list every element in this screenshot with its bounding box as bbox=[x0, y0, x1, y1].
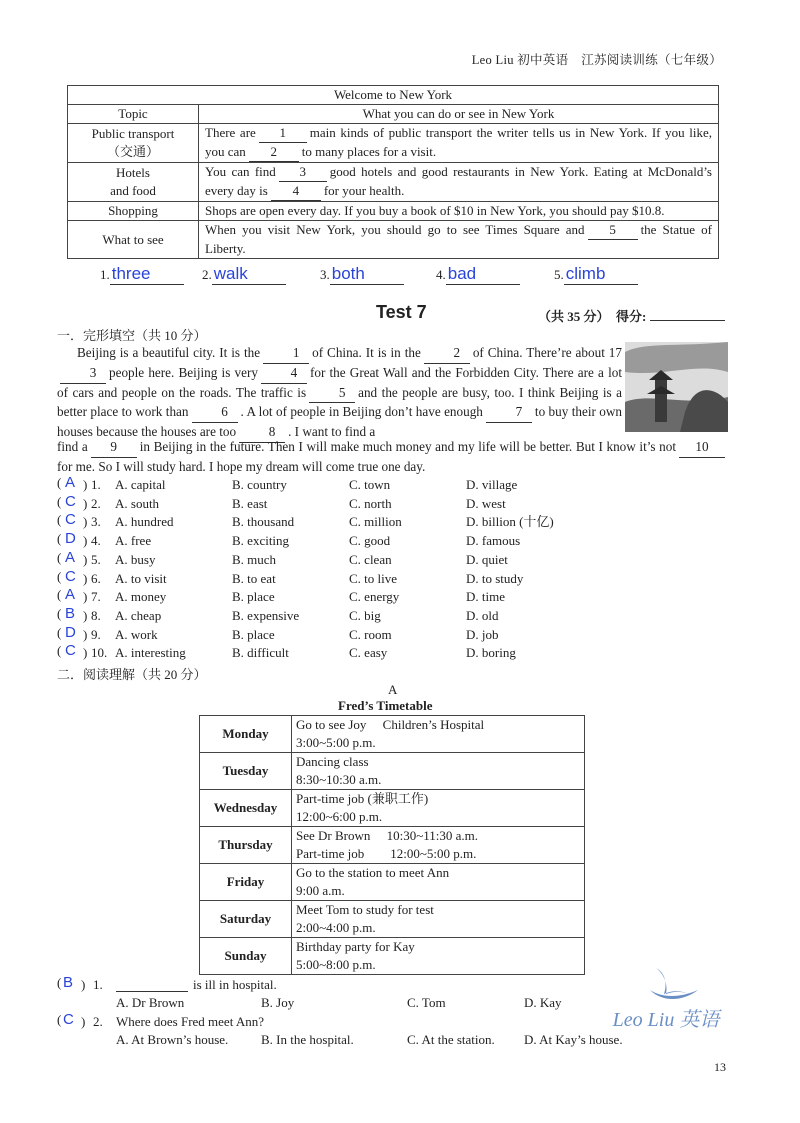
blank: 4 bbox=[261, 364, 307, 384]
option-c[interactable]: C. million bbox=[349, 514, 402, 530]
blank: 7 bbox=[486, 403, 532, 423]
page-header: Leo Liu 初中英语 江苏阅读训练（七年级） bbox=[471, 53, 722, 67]
blank: 8 bbox=[239, 423, 285, 443]
table-row bbox=[68, 163, 719, 202]
answer-mark[interactable]: C bbox=[65, 511, 76, 529]
cloze-passage: Beijing is a beautiful city. It is the 1 of China. It is in the 2 of China. There’re about 173 people here. Beijing is very 4 for the Great Wall and the Forbidden City. There are a lot of cars and people on the roads. The traffic is 5 and the people are busy, too. I think Beijing is a better place to work than 6 . A lot of people in Beijing don’t have enough 7 to buy their own houses because the houses are too 8 . I want to find a bbox=[57, 344, 728, 443]
timetable-row bbox=[200, 716, 585, 753]
option-c[interactable]: C. room bbox=[349, 626, 392, 642]
timetable-row bbox=[200, 827, 585, 864]
cloze-passage-end: find a 9 in Beijing in the future. Then I will make much money and my life will be better. But I know it’s not 10for me. So I will study hard. I hope my dream will come true one day. bbox=[57, 438, 728, 477]
page-number: 13 bbox=[714, 1060, 726, 1074]
topic-cell: Public transport （交通） bbox=[68, 124, 199, 163]
blank: 6 bbox=[192, 403, 238, 423]
answer-mark[interactable]: A bbox=[65, 586, 76, 604]
timetable-row bbox=[200, 938, 585, 975]
test-title: Test 7 bbox=[376, 302, 427, 322]
table-title: Welcome to New York bbox=[68, 86, 719, 105]
option-b[interactable]: B. exciting bbox=[232, 533, 290, 549]
table-row bbox=[68, 221, 719, 259]
day-cell: Tuesday bbox=[200, 753, 292, 790]
new-york-table bbox=[67, 85, 719, 259]
option-a[interactable]: A. capital bbox=[115, 477, 166, 492]
option-a[interactable]: A. Dr Brown bbox=[116, 995, 185, 1010]
blank: 5 bbox=[588, 221, 638, 240]
option-b[interactable]: B. In the hospital. bbox=[261, 1032, 354, 1047]
answer-mark[interactable]: C bbox=[65, 567, 76, 585]
option-a[interactable]: A. south bbox=[115, 495, 160, 511]
option-d[interactable]: D. village bbox=[466, 477, 518, 492]
topic-cell: Shopping bbox=[68, 202, 199, 221]
content-cell: There are 1 main kinds of public transport the writer tells us in New York. If you like, you can 2 to many places for a visit. bbox=[199, 124, 719, 163]
blank: 3 bbox=[60, 364, 106, 384]
activity-cell: Birthday party for Kay 5:00~8:00 p.m. bbox=[292, 938, 585, 975]
option-d[interactable]: D. time bbox=[466, 589, 505, 605]
option-c[interactable]: C. energy bbox=[349, 589, 400, 605]
activity-cell: Go to see Joy Children’s Hospital 3:00~5:00 p.m. bbox=[292, 716, 585, 753]
option-b[interactable]: B. expensive bbox=[232, 607, 300, 623]
day-cell: Monday bbox=[200, 716, 292, 753]
answer-mark[interactable]: C bbox=[65, 642, 76, 660]
day-cell: Friday bbox=[200, 864, 292, 901]
option-d[interactable]: D. boring bbox=[466, 645, 516, 661]
answer-mark[interactable]: C bbox=[65, 492, 76, 510]
section-1-heading: 一．完形填空（共 10 分） bbox=[57, 328, 207, 343]
option-a[interactable]: A. interesting bbox=[115, 645, 186, 661]
option-d[interactable]: D. job bbox=[466, 626, 499, 642]
option-b[interactable]: B. thousand bbox=[232, 514, 295, 530]
table-row bbox=[68, 202, 719, 221]
activity-cell: See Dr Brown 10:30~11:30 a.m. Part-time job 12:00~5:00 p.m. bbox=[292, 827, 585, 864]
col-header-what: What you can do or see in New York bbox=[199, 105, 719, 124]
answer-mark[interactable]: D bbox=[65, 623, 76, 641]
option-c[interactable]: C. clean bbox=[349, 551, 392, 567]
blank: 1 bbox=[263, 344, 309, 364]
option-c[interactable]: C. to live bbox=[349, 570, 398, 586]
option-b[interactable]: B. Joy bbox=[261, 995, 295, 1010]
blank: 10 bbox=[679, 438, 725, 458]
timetable bbox=[199, 715, 585, 975]
option-c[interactable]: C. At the station. bbox=[407, 1032, 495, 1047]
content-cell: You can find 3 good hotels and good restaurants in New York. Eating at McDonald’s every day is 4 for your health. bbox=[199, 163, 719, 202]
option-d[interactable]: D. Kay bbox=[524, 995, 562, 1010]
answer-mark[interactable]: C bbox=[63, 1011, 74, 1028]
option-a[interactable]: A. free bbox=[115, 533, 152, 549]
blank: 4 bbox=[271, 182, 321, 201]
score-label: （共 35 分） 得分: bbox=[538, 306, 725, 325]
option-c[interactable]: C. easy bbox=[349, 645, 388, 661]
answer-5: 5. climb bbox=[554, 264, 638, 285]
blank: 5 bbox=[309, 384, 355, 404]
score-blank[interactable] bbox=[650, 320, 725, 321]
day-cell: Thursday bbox=[200, 827, 292, 864]
answer-mark[interactable]: A bbox=[65, 474, 76, 491]
answer-2: 2. walk bbox=[202, 264, 286, 285]
option-a[interactable]: A. busy bbox=[115, 551, 156, 567]
topic-cell: What to see bbox=[68, 221, 199, 259]
answer-4: 4. bad bbox=[436, 264, 520, 285]
blank: 3 bbox=[279, 163, 327, 182]
option-b[interactable]: B. place bbox=[232, 626, 275, 642]
blank: 2 bbox=[249, 143, 299, 162]
option-a[interactable]: A. work bbox=[115, 626, 158, 642]
blank: 9 bbox=[91, 438, 137, 458]
day-cell: Wednesday bbox=[200, 790, 292, 827]
timetable-row bbox=[200, 790, 585, 827]
answer-mark[interactable]: B bbox=[63, 974, 74, 991]
answer-mark[interactable]: B bbox=[65, 604, 76, 622]
table-row bbox=[68, 124, 719, 163]
option-c[interactable]: C. town bbox=[349, 477, 391, 492]
day-cell: Saturday bbox=[200, 901, 292, 938]
answer-mark[interactable]: D bbox=[65, 530, 76, 548]
blank bbox=[116, 976, 188, 992]
option-b[interactable]: B. east bbox=[232, 495, 268, 511]
option-b[interactable]: B. to eat bbox=[232, 570, 276, 586]
passage-label: A bbox=[388, 682, 398, 697]
option-b[interactable]: B. much bbox=[232, 551, 277, 567]
day-cell: Sunday bbox=[200, 938, 292, 975]
option-b[interactable]: B. place bbox=[232, 589, 275, 605]
section-2-heading: 二．阅读理解（共 20 分） bbox=[57, 667, 207, 682]
answer-1: 1. three bbox=[100, 264, 184, 285]
option-c[interactable]: C. north bbox=[349, 495, 392, 511]
option-c[interactable]: C. big bbox=[349, 607, 381, 623]
option-a[interactable]: A. hundred bbox=[115, 514, 174, 530]
answer-mark[interactable]: A bbox=[65, 548, 76, 566]
option-a[interactable]: A. to visit bbox=[115, 570, 167, 586]
option-d[interactable]: D. billion (十亿) bbox=[466, 514, 554, 530]
option-a[interactable]: A. money bbox=[115, 589, 167, 605]
option-b[interactable]: B. difficult bbox=[232, 645, 289, 661]
activity-cell: Part-time job (兼职工作) 12:00~6:00 p.m. bbox=[292, 790, 585, 827]
option-d[interactable]: D. famous bbox=[466, 533, 521, 549]
topic-cell: Hotels and food bbox=[68, 163, 199, 202]
content-cell: Shops are open every day. If you buy a book of $10 in New York, you should pay $10.8. bbox=[199, 202, 719, 221]
blank: 1 bbox=[259, 124, 307, 143]
answer-3: 3. both bbox=[320, 264, 404, 285]
option-c[interactable]: C. Tom bbox=[407, 995, 446, 1010]
leo-liu-logo bbox=[606, 960, 726, 1035]
option-c[interactable]: C. good bbox=[349, 533, 391, 549]
option-d[interactable]: D. to study bbox=[466, 570, 524, 586]
timetable-title: Fred’s Timetable bbox=[338, 698, 433, 713]
option-d[interactable]: D. west bbox=[466, 495, 506, 511]
activity-cell: Meet Tom to study for test 2:00~4:00 p.m. bbox=[292, 901, 585, 938]
option-b[interactable]: B. country bbox=[232, 477, 287, 492]
content-cell: When you visit New York, you should go to see Times Square and 5 the Statue of Liberty. bbox=[199, 221, 719, 259]
option-a[interactable]: A. cheap bbox=[115, 607, 162, 623]
col-header-topic: Topic bbox=[68, 105, 199, 124]
option-a[interactable]: A. At Brown’s house. bbox=[116, 1032, 229, 1047]
timetable-row bbox=[200, 864, 585, 901]
blank: 2 bbox=[424, 344, 470, 364]
activity-cell: Go to the station to meet Ann 9:00 a.m. bbox=[292, 864, 585, 901]
timetable-row bbox=[200, 753, 585, 790]
activity-cell: Dancing class 8:30~10:30 a.m. bbox=[292, 753, 585, 790]
logo-text: Leo Liu 英语 bbox=[612, 1009, 720, 1031]
option-d[interactable]: D. quiet bbox=[466, 551, 508, 567]
option-d[interactable]: D. old bbox=[466, 607, 499, 623]
timetable-row bbox=[200, 901, 585, 938]
option-d[interactable]: D. At Kay’s house. bbox=[524, 1032, 623, 1047]
